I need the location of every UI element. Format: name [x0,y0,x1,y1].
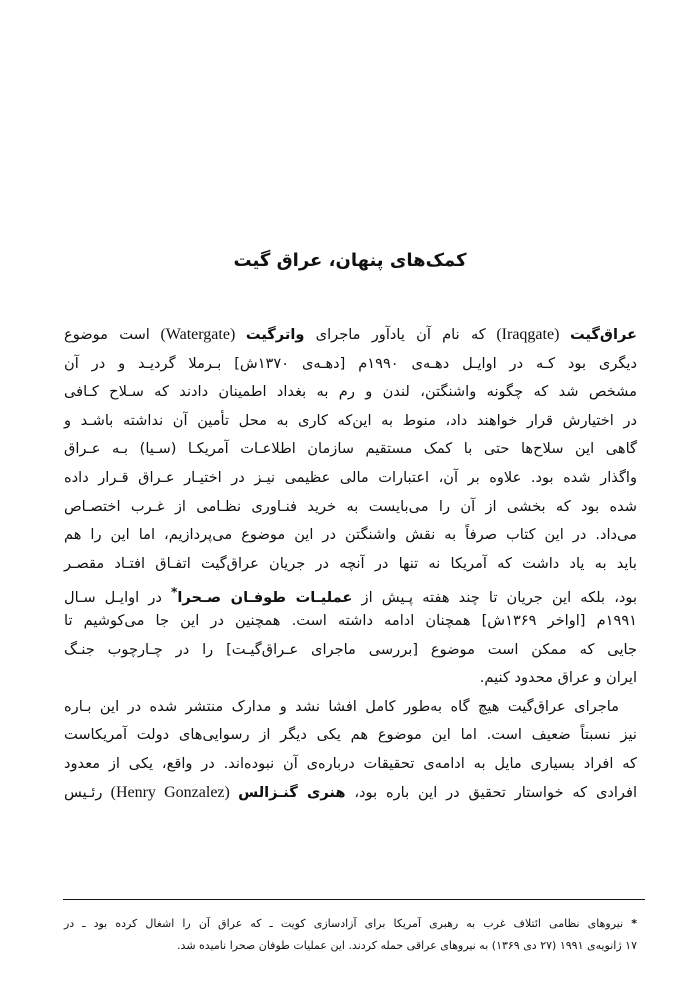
footnote-line [64,913,637,935]
bold-term: هنری گنـزالس [238,783,346,801]
chapter-title: کمک‌های پنهان، عراق گیت [233,250,467,271]
text-line [64,550,637,579]
text-line [64,750,637,779]
text-line [64,378,637,407]
footnote-line [64,935,637,957]
paragraph-2 [64,693,637,807]
text-line [64,321,637,350]
footnote-text: نیروهای نظامی ائتلاف غرب به رهبری آمریکا برای آزادسازی کویت ـ که عراق آن را اشغال کرده بود ـ در [64,917,624,930]
text-line [64,578,637,607]
text-segment: باید به یاد داشت که آمریکا نه تنها در آنچه در جریان عراق‌گیت اتفـاق افتـاد مقصـر [64,554,637,572]
text-segment: جایی که ممکن است موضوع [بررسی ماجرای عـراق‌گیـت] را در چـارچوب جنـگ [64,640,637,658]
text-segment: نیز نسبتاً ضعیف است. اما این موضوع هم یکی دیگر از رسوایی‌های دولت آمریکاست [64,726,637,744]
text-segment: افرادی که خواستار تحقیق در این باره بود، [345,783,638,801]
footnote-divider [63,899,645,900]
text-line [64,521,637,550]
latin-term: (Henry Gonzalez) [102,783,239,801]
text-segment: مشخص شد که چگونه واشنگتن، لندن و رم به بغداد اطمینان دادند که سـلاح کـافی [64,383,637,401]
text-segment: که نام آن یادآور ماجرای [304,326,486,343]
footnote-marker: * [631,917,638,930]
text-segment: شده بود که بخشی از آن را می‌بایست به خرید فنـاوری نظـامی از غـرب اختصـاص [64,497,637,515]
footnote [64,913,637,957]
body-text [64,321,637,807]
text-line [64,464,637,493]
paragraph-1 [64,321,637,693]
text-segment: که افراد بسیاری مایل به ادامه‌ی تحقیقات درباره‌ی آن نبوده‌اند. در واقع، یکی از معدود [64,754,637,772]
text-line [64,407,637,436]
text-segment: ۱۹۹۱م [اواخر ۱۳۶۹ش] همچنان ادامه داشته است. همچنین در این جا می‌کوشیم تا [64,611,637,629]
text-segment: می‌داد. در این کتاب صرفاً به نقش واشنگتن در این موضوع می‌پردازیم، اما این را هم [64,526,637,544]
text-segment: است موضوع [64,326,150,343]
text-line [64,350,637,379]
bold-term: عراق‌گیت [570,326,637,343]
text-segment: ماجرای عراق‌گیت هیچ گاه به‌طور کامل افشا نشد و مدارک منتشر شده در این بـاره [64,697,619,715]
text-line [64,636,637,665]
text-segment: در اختیارش قرار خواهند داد، منوط به این‌که کاری به محل تأمین آن نداشته باشـد و [64,411,637,429]
bold-term: * [171,585,178,600]
text-line [64,779,637,808]
footnote-text: ۱۷ ژانویه‌ی ۱۹۹۱ (۲۷ دی ۱۳۶۹) به نیروهای عراقی حمله کردند. این عملیات طوفان صحرا نامیده شد. [177,939,637,952]
text-line [64,435,637,464]
text-line [64,693,637,722]
text-segment: دیگری بود کـه در اوایـل دهـه‌ی ۱۹۹۰م [دهـه‌ی ۱۳۷۰ش] بـرملا گردیـد و در آن [64,354,637,372]
bold-term: واترگیت [245,326,305,343]
latin-term: (Watergate) [149,326,246,343]
text-segment: رئـیس [64,783,103,801]
text-segment: گاهی این سلاح‌ها حتی با کمک مستقیم سازمان اطلاعـات آمریکـا (سـیا) بـه عـراق [64,440,637,458]
text-segment: ایران و عراق محدود کنیم. [479,669,637,687]
text-line [64,607,637,636]
bold-term: عملیـات طوفـان صـحرا [177,589,353,607]
text-segment: واگذار شده بود. علاوه بر آن، اعتبارات مالی عظیمی نیـز در اختیـار عـراق قـرار داده [64,468,637,486]
text-line [64,664,637,693]
text-segment: بود، بلکه این جریان تا چند هفته پـیش از [352,589,638,607]
text-line [64,721,637,750]
text-line [64,493,637,522]
latin-term: (Iraqgate) [485,326,570,343]
text-segment: در اوایـل سـال [64,589,172,607]
